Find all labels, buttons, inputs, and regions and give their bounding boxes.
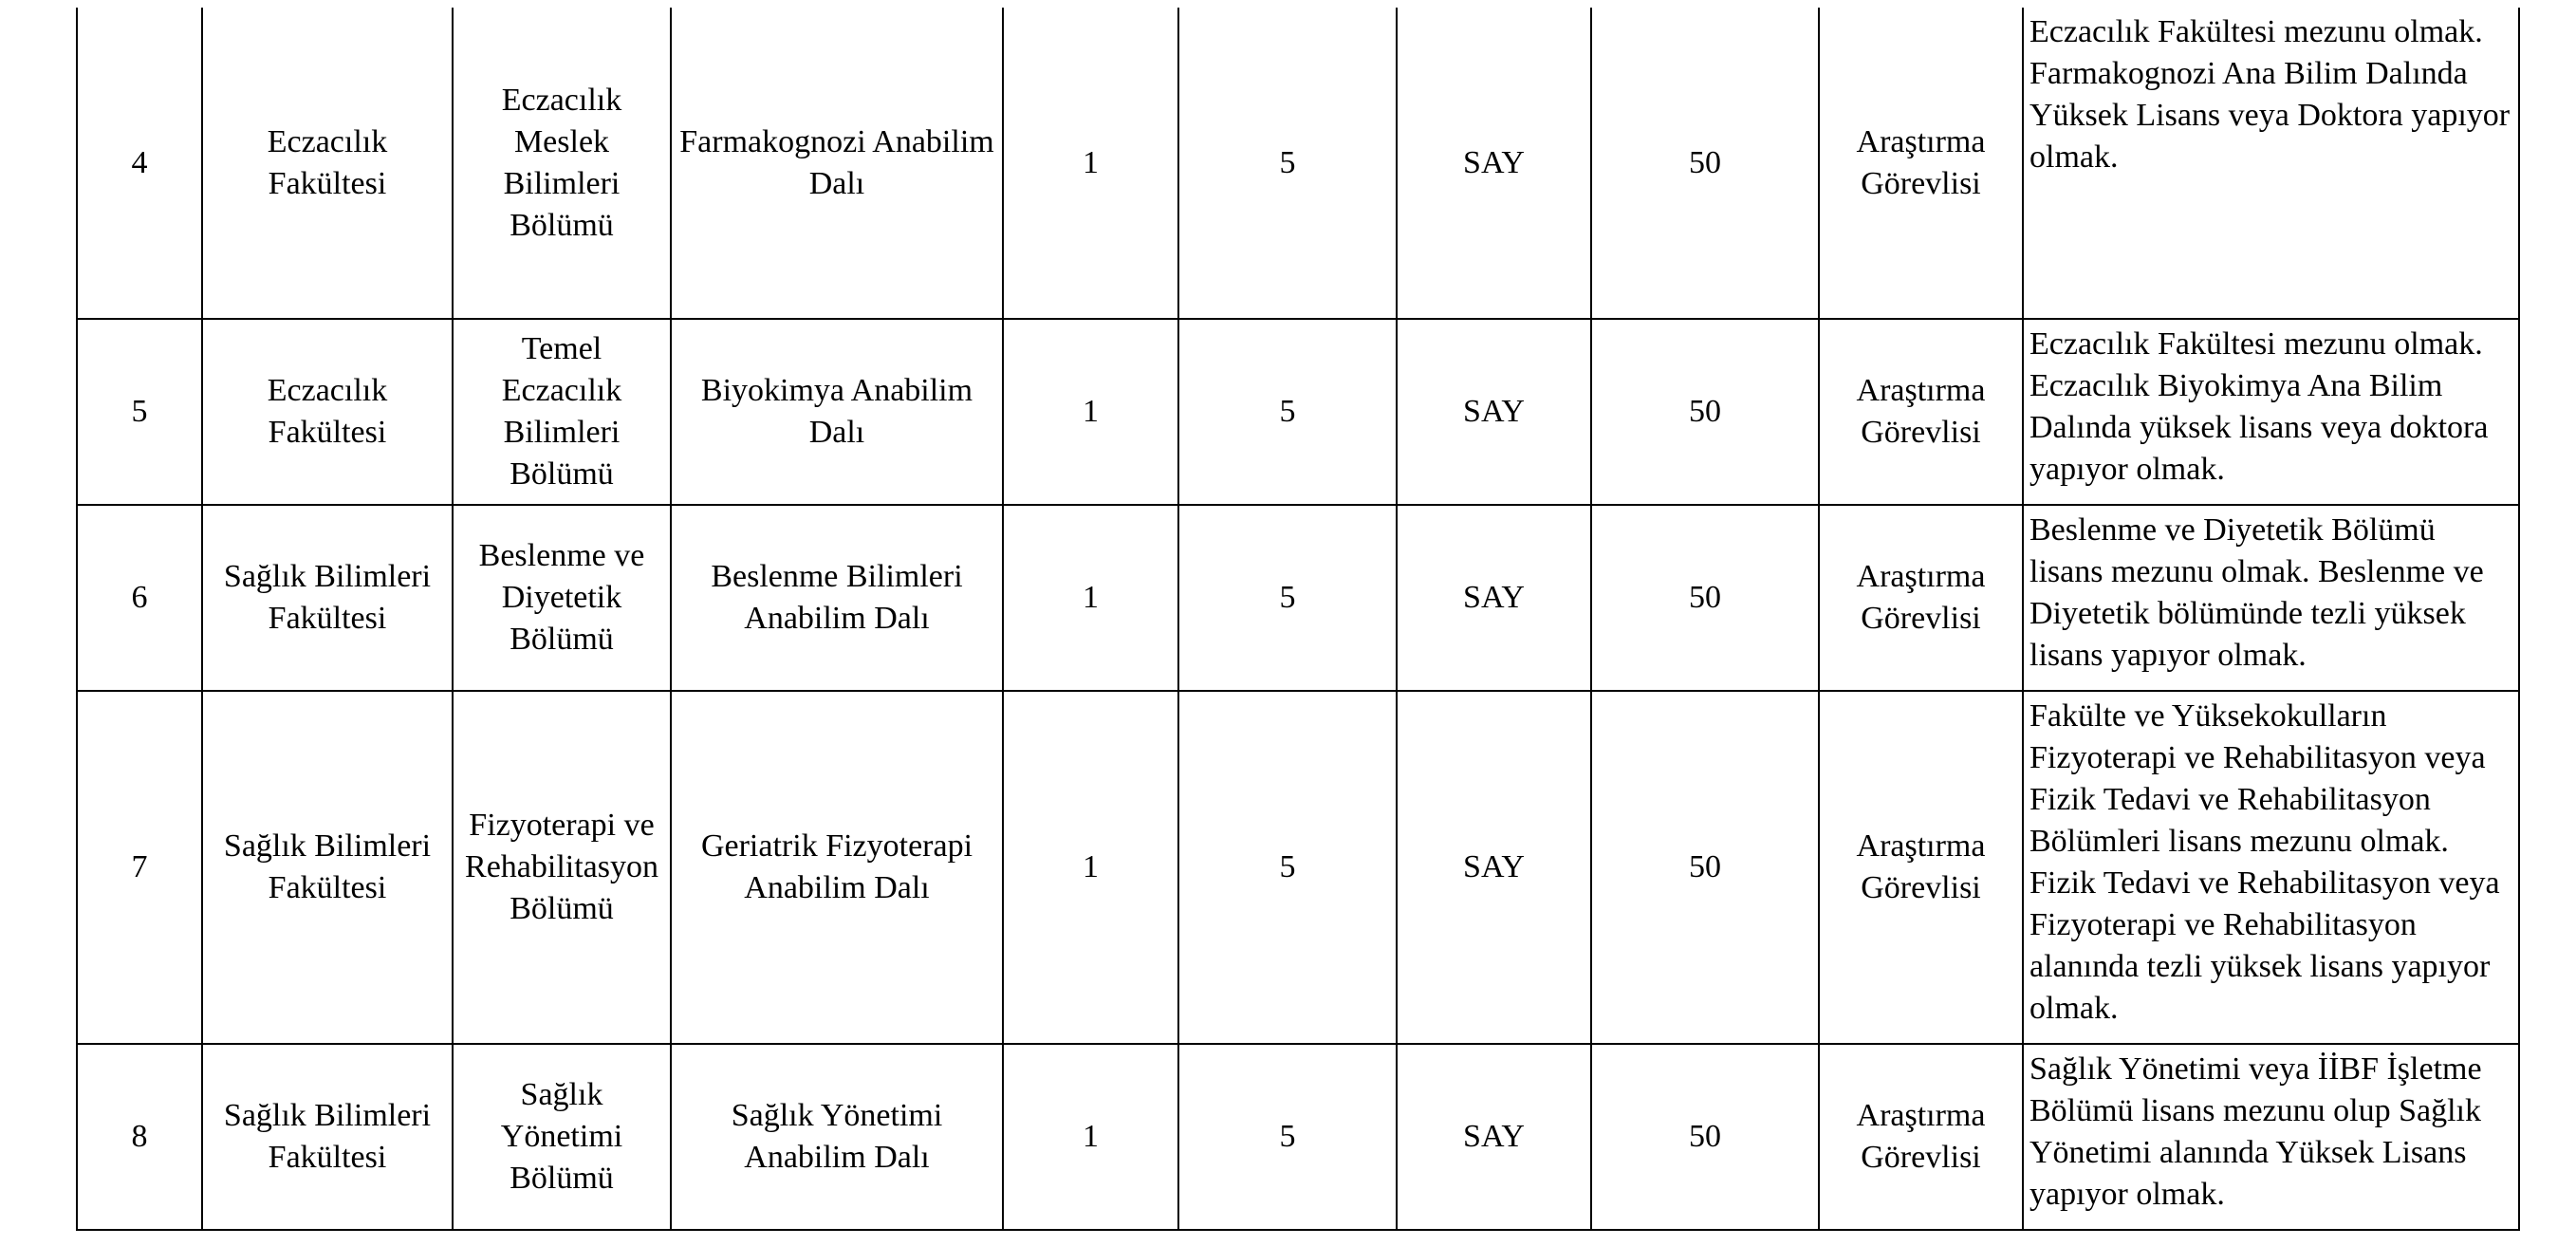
table-row — [77, 1044, 2519, 1230]
degree-cell: 5 — [1178, 1044, 1397, 1230]
score-type-cell: SAY — [1397, 505, 1591, 691]
faculty-cell: Sağlık Bilimleri Fakültesi — [202, 505, 453, 691]
department-cell: Eczacılık Meslek Bilimleri Bölümü — [453, 8, 671, 319]
department-cell: Fizyoterapi ve Rehabilitasyon Bölümü — [453, 691, 671, 1044]
division-cell: Sağlık Yönetimi Anabilim Dalı — [671, 1044, 1003, 1230]
requirements-cell: Eczacılık Fakültesi mezunu olmak. Eczacılık Biyokimya Ana Bilim Dalında yüksek lisans veya doktora yapıyor olmak. — [2023, 319, 2519, 505]
row-number: 5 — [77, 319, 202, 505]
requirements-cell: Eczacılık Fakültesi mezunu olmak. Farmakognozi Ana Bilim Dalında Yüksek Lisans veya Doktora yapıyor olmak. — [2023, 8, 2519, 319]
title-cell: Araştırma Görevlisi — [1819, 1044, 2023, 1230]
table-row — [77, 505, 2519, 691]
division-cell: Geriatrik Fizyoterapi Anabilim Dalı — [671, 691, 1003, 1044]
division-cell: Beslenme Bilimleri Anabilim Dalı — [671, 505, 1003, 691]
degree-cell: 5 — [1178, 8, 1397, 319]
row-number: 6 — [77, 505, 202, 691]
row-number: 4 — [77, 8, 202, 319]
faculty-cell: Eczacılık Fakültesi — [202, 319, 453, 505]
degree-cell: 5 — [1178, 319, 1397, 505]
title-cell: Araştırma Görevlisi — [1819, 691, 2023, 1044]
department-cell: Temel Eczacılık Bilimleri Bölümü — [453, 319, 671, 505]
faculty-cell: Eczacılık Fakültesi — [202, 8, 453, 319]
score-type-cell: SAY — [1397, 319, 1591, 505]
degree-cell: 5 — [1178, 505, 1397, 691]
degree-cell: 5 — [1178, 691, 1397, 1044]
positions-table — [76, 8, 2520, 1231]
min-score-cell: 50 — [1591, 691, 1819, 1044]
table-row — [77, 8, 2519, 319]
requirements-cell: Beslenme ve Diyetetik Bölümü lisans mezunu olmak. Beslenme ve Diyetetik bölümünde tezli yüksek lisans yapıyor olmak. — [2023, 505, 2519, 691]
score-type-cell: SAY — [1397, 8, 1591, 319]
title-cell: Araştırma Görevlisi — [1819, 319, 2023, 505]
count-cell: 1 — [1003, 8, 1178, 319]
faculty-cell: Sağlık Bilimleri Fakültesi — [202, 691, 453, 1044]
division-cell: Biyokimya Anabilim Dalı — [671, 319, 1003, 505]
score-type-cell: SAY — [1397, 1044, 1591, 1230]
table-row — [77, 691, 2519, 1044]
table-row — [77, 319, 2519, 505]
row-number: 7 — [77, 691, 202, 1044]
faculty-cell: Sağlık Bilimleri Fakültesi — [202, 1044, 453, 1230]
min-score-cell: 50 — [1591, 505, 1819, 691]
count-cell: 1 — [1003, 505, 1178, 691]
count-cell: 1 — [1003, 1044, 1178, 1230]
row-number: 8 — [77, 1044, 202, 1230]
requirements-cell: Fakülte ve Yüksekokulların Fizyoterapi ve Rehabilitasyon veya Fizik Tedavi ve Rehabilitasyon Bölümleri lisans mezunu olmak. Fizik Tedavi ve Rehabilitasyon veya Fizyoterapi ve Rehabilitasyon alanında tezli yüksek lisans yapıyor olmak. — [2023, 691, 2519, 1044]
count-cell: 1 — [1003, 319, 1178, 505]
division-cell: Farmakognozi Anabilim Dalı — [671, 8, 1003, 319]
title-cell: Araştırma Görevlisi — [1819, 505, 2023, 691]
department-cell: Beslenme ve Diyetetik Bölümü — [453, 505, 671, 691]
title-cell: Araştırma Görevlisi — [1819, 8, 2023, 319]
min-score-cell: 50 — [1591, 319, 1819, 505]
min-score-cell: 50 — [1591, 8, 1819, 319]
score-type-cell: SAY — [1397, 691, 1591, 1044]
min-score-cell: 50 — [1591, 1044, 1819, 1230]
requirements-cell: Sağlık Yönetimi veya İİBF İşletme Bölümü lisans mezunu olup Sağlık Yönetimi alanında Yüksek Lisans yapıyor olmak. — [2023, 1044, 2519, 1230]
count-cell: 1 — [1003, 691, 1178, 1044]
department-cell: Sağlık Yönetimi Bölümü — [453, 1044, 671, 1230]
